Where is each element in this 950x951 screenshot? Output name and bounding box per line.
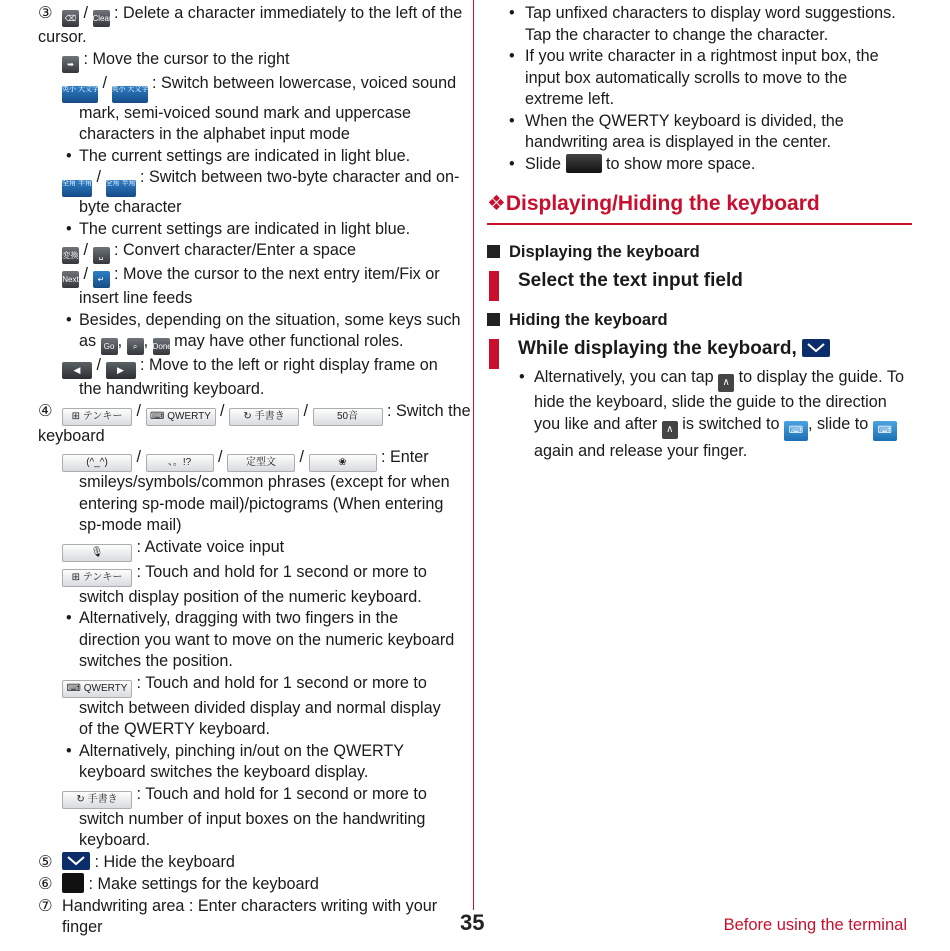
case-switch-key-icon: 英小 大文字 — [62, 86, 98, 103]
left-arrow-key-icon: ◀ — [62, 362, 92, 379]
hankaku-key-icon: 全角 半角 — [106, 180, 136, 197]
case-switch-key-alt-icon: 英小 大文字 — [112, 86, 148, 103]
right-column: • Tap unfixed characters to display word suggestions. Tap the character to change the character. • If you write character in a rightmost input box, the input box automatically scrolls to move to the extreme left. • When the QWERTY keyboard is divided, the handwriting area is displayed in the center. • Slide to show more space. ❖Displaying/Hiding the keyboard Displaying the keyboard Select the text input field Hiding the keyboard While displaying the keyboard, • Alternatively, you can tap ∧ to display the guide. To hide the keyboard, slide the guide to the direction you like and after ∧ is switched to ⌨ , slide to ⌨ again and release your finger. — [487, 3, 912, 462]
tenkey-key-icon: ⊞ テンキー — [62, 569, 132, 587]
switch-byte-row: 全角 半角 / 全角 半角 : Switch between two-byte character and on- — [38, 167, 463, 197]
tenkey-key-icon: ⊞ テンキー — [62, 408, 132, 426]
hide-keyboard-key-icon — [62, 852, 90, 870]
handwriting-row: ↻ 手書き : Touch and hold for 1 second or more to — [38, 784, 463, 809]
item-3-cont: cursor. — [38, 28, 87, 46]
item-5: ⑤ : Hide the keyboard — [38, 852, 235, 871]
enter-key-icon: ↵ — [93, 271, 110, 288]
move-right-row: ➡ : Move the cursor to the right — [38, 49, 463, 73]
voice-row: 🎙 : Activate voice input — [38, 537, 463, 562]
bullet: • Slide to show more space. — [487, 154, 912, 176]
enter-row: (^_^) / 、。!? / 定型文 / ❀ : Enter — [38, 447, 463, 472]
step-1: Select the text input field — [487, 269, 912, 293]
footer-section-name: Before using the terminal — [723, 916, 907, 934]
qwerty-row: ⌨ QWERTY : Touch and hold for 1 second or more to — [38, 673, 463, 698]
section-title: ❖Displaying/Hiding the keyboard — [487, 191, 912, 225]
phrase-key-icon: 定型文 — [227, 454, 295, 472]
handwriting-key-icon: ↻ 手書き — [62, 791, 132, 809]
numeric-row: ⊞ テンキー : Touch and hold for 1 second or more to — [38, 562, 463, 587]
bullet: • The current settings are indicated in light blue. — [38, 146, 463, 168]
step-number-bar — [489, 271, 499, 301]
convert-key-icon: 変換 — [62, 247, 79, 264]
qwerty-key-icon: ⌨ QWERTY — [62, 680, 132, 698]
bullet: • Alternatively, you can tap ∧ to display the guide. To — [487, 367, 912, 392]
bullet: • Alternatively, dragging with two fingers in the — [38, 608, 463, 630]
switch-case-row: 英小 大文字 / 英小 大文字 : Switch between lowercase, voiced sound — [38, 73, 463, 103]
page-number: 35 — [460, 910, 485, 935]
microphone-key-icon: 🎙 — [62, 544, 132, 562]
smiley-key-icon: (^_^) — [62, 454, 132, 472]
handwriting-key-icon: ↻ 手書き — [229, 408, 299, 426]
go-key-icon: Go — [101, 338, 118, 355]
right-cursor-key-icon: ➡ — [62, 56, 79, 73]
subheading-hide: Hiding the keyboard — [487, 309, 912, 331]
item-3: ③ ⌫ / Clear : Delete a character immediately to the left of the — [38, 3, 463, 27]
convert-row: 変換 / ␣ : Convert character/Enter a space — [38, 240, 463, 264]
besides-row-2: as Go , ⌕ , Done may have other functional roles. — [38, 331, 463, 355]
bullet: • Alternatively, pinching in/out on the QWERTY — [38, 741, 463, 763]
keyboard-guide-icon: ⌨ — [784, 421, 808, 441]
bullet: • The current settings are indicated in light blue. — [38, 219, 463, 241]
slide-handle-icon — [566, 154, 602, 173]
search-key-icon: ⌕ — [127, 338, 144, 355]
step-number-bar — [489, 339, 499, 369]
keyboard-settings-key-icon — [62, 873, 84, 893]
up-guide-key-icon: ∧ — [718, 374, 734, 392]
left-column: ③ ⌫ / Clear : Delete a character immediately to the left of the cursor. ➡ : Move the cursor to the right 英小 大文字 / 英小 大文字 : Switch between lowercase, voiced sound mark, semi-voiced sound mark and uppercase characters in the alphabet input mode • The current settings are indicated in light blue. 全角 半角 / 全角 半角 : Switch between two-byte character and on- byte character • The current settings are indicated in light blue. 変換 / ␣ : Convert character/Enter a space Next / ↵ : Move the cursor to the next entry item/Fix or insert line feeds • Besides, depending on the situation, some keys such as Go , ⌕ , Done may have other functional roles. ◀ / ▶ : Move to the left or right display frame on the handwriting keyboard. ④ ⊞ テンキー / ⌨ QWERTY / ↻ 手書き / 50音 : Switch the keyboard (^_^) / 、。!? / 定型文 / ❀ : Enter smileys/symbols/common phrases (except for when entering sp-mode mail)/pictograms (When entering sp-mode mail) 🎙 : Activate voice input ⊞ テンキー : Touch and hold for 1 second or more to switch display position of the numeric keyboard. • Alternatively, dragging with two fingers in the direction you want to move on the numeric keyboard switches the position. ⌨ QWERTY : Touch and hold for 1 second or more to switch between divided display and normal display of the QWERTY keyboard. • Alternatively, pinching in/out on the QWERTY keyboard switches the keyboard display. ↻ 手書き : Touch and hold for 1 second or more to switch number of input boxes on the handwriting keyboard. ⑤ : Hide the keyboard ⑥ : Make settings for the keyboard ⑦ Handwriting area : Enter characters writing with your finger — [38, 3, 463, 939]
frame-row: ◀ / ▶ : Move to the left or right display frame on — [38, 355, 463, 379]
space-key-icon: ␣ — [93, 247, 110, 264]
zenkaku-key-icon: 全角 半角 — [62, 180, 92, 197]
qwerty-key-icon: ⌨ QWERTY — [146, 408, 216, 426]
next-key-icon: Next — [62, 271, 79, 288]
square-bullet-icon — [487, 245, 500, 258]
done-key-icon: Done — [153, 338, 170, 355]
gojuon-key-icon: 50音 — [313, 408, 383, 426]
item-4: ④ ⊞ テンキー / ⌨ QWERTY / ↻ 手書き / 50音 : Switch the — [38, 401, 463, 426]
item-7: ⑦ Handwriting area : Enter characters writing with your — [38, 896, 438, 915]
subheading-display: Displaying the keyboard — [487, 241, 912, 263]
hide-keyboard-key-icon — [802, 339, 830, 357]
clear-key-icon: Clear — [93, 10, 110, 27]
item-6: ⑥ : Make settings for the keyboard — [38, 875, 319, 893]
column-divider — [473, 0, 474, 910]
bullet: • Tap unfixed characters to display word suggestions. — [487, 3, 912, 25]
right-arrow-key-icon: ▶ — [106, 362, 136, 379]
bullet: • If you write character in a rightmost input box, the — [487, 46, 912, 68]
bullet: • When the QWERTY keyboard is divided, the — [487, 111, 912, 133]
symbol-key-icon: 、。!? — [146, 454, 214, 472]
up-guide-key-icon: ∧ — [662, 421, 678, 439]
bullet: • Besides, depending on the situation, some keys such — [38, 310, 463, 332]
keyboard-guide-icon: ⌨ — [873, 421, 897, 441]
square-bullet-icon — [487, 313, 500, 326]
next-row: Next / ↵ : Move the cursor to the next entry item/Fix or — [38, 264, 463, 288]
step-1-hide: While displaying the keyboard, — [487, 337, 912, 361]
pictogram-key-icon: ❀ — [309, 454, 377, 472]
backspace-key-icon: ⌫ — [62, 10, 79, 27]
